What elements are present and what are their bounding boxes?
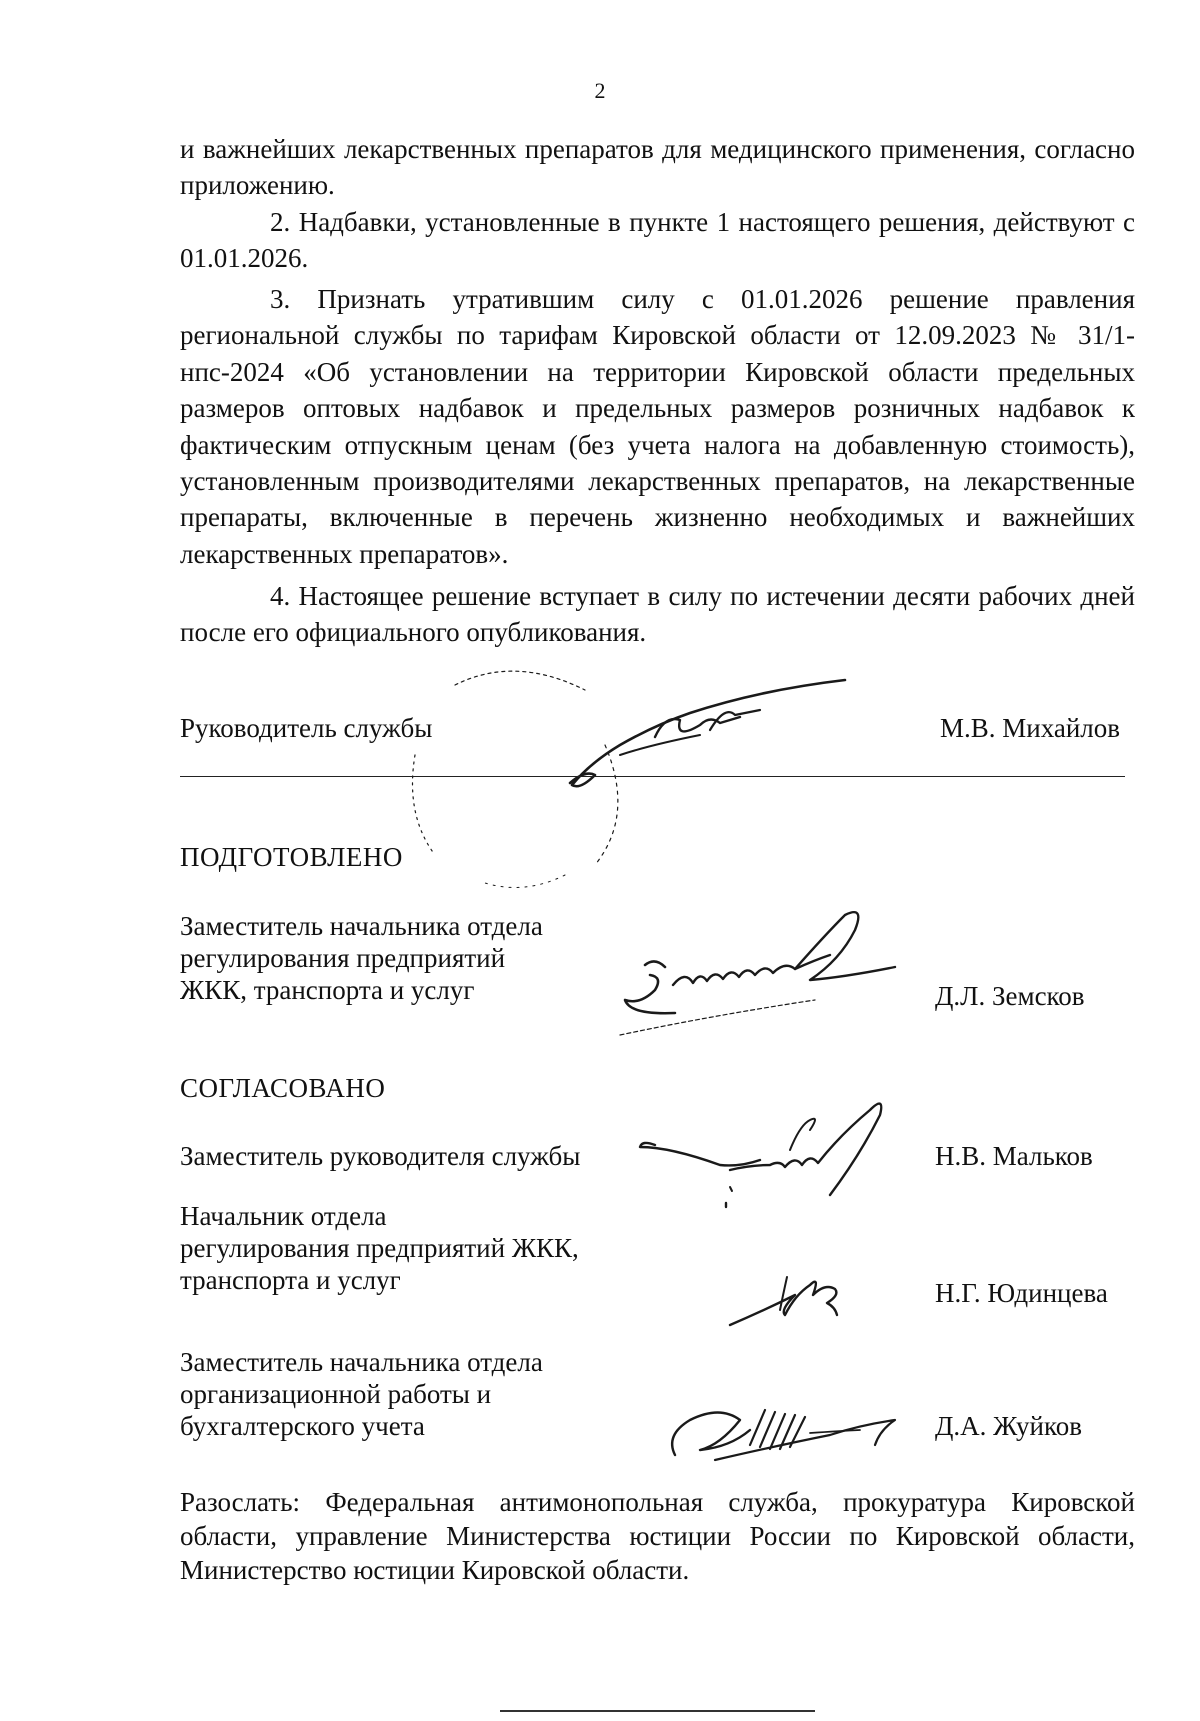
- page-number: 2: [594, 78, 606, 103]
- agreed-signer-3-position-line-2: организационной работы и: [180, 1379, 492, 1409]
- paragraph-2: [180, 204, 1135, 277]
- agreed-signer-3-position-line-1: Заместитель начальника отдела: [180, 1347, 543, 1377]
- prepared-position: [180, 910, 543, 1006]
- paragraph-4: [180, 578, 1135, 651]
- prepared-heading: ПОДГОТОВЛЕНО: [180, 842, 403, 872]
- prepared-position-line-2: регулирования предприятий: [180, 943, 506, 973]
- agreed-heading: СОГЛАСОВАНО: [180, 1073, 386, 1103]
- agreed-signer-2-position: [180, 1200, 579, 1296]
- paragraph-1-text: и важнейших лекарственных препаратов для медицинского применения, согласно приложению.: [180, 134, 1135, 201]
- signature-malkov: [630, 1095, 920, 1215]
- agreed-signer-2-name: Н.Г. Юдинцева: [935, 1278, 1108, 1308]
- agreed-signer-1-position-line-1: Заместитель руководителя службы: [180, 1141, 581, 1171]
- agreed-signer-3-position-line-3: бухгалтерского учета: [180, 1411, 425, 1441]
- distribution-list: Разослать: Федеральная антимонопольная служба, прокуратура Кировской области, управление Министерства юстиции России по Кировской области, Министерство юстиции Кировской области.: [180, 1487, 1135, 1585]
- paragraph-3: [180, 281, 1135, 572]
- agreed-signer-1-name: Н.В. Мальков: [935, 1141, 1093, 1171]
- agreed-signer-2-position-line-2: регулирования предприятий ЖКК,: [180, 1233, 579, 1263]
- paragraph-1: [180, 131, 1135, 204]
- prepared-position-line-3: ЖКК, транспорта и услуг: [180, 975, 475, 1005]
- prepared-name: Д.Л. Земсков: [935, 981, 1085, 1011]
- paragraph-2-text: 2. Надбавки, установленные в пункте 1 настоящего решения, действуют с 01.01.2026.: [180, 207, 1135, 274]
- agreed-signer-2-position-line-1: Начальник отдела: [180, 1201, 387, 1231]
- horizontal-rule: [180, 776, 1125, 777]
- paragraph-4-text: 4. Настоящее решение вступает в силу по истечении десяти рабочих дней после его официального опубликования.: [180, 581, 1135, 648]
- head-position: Руководитель службы: [180, 713, 433, 743]
- agreed-signer-1-position: [180, 1140, 580, 1172]
- paragraph-3-text: 3. Признать утратившим силу с 01.01.2026 решение правления региональной службы по тарифам Кировской области от 12.09.2023 № 31/1-нпс-2024 «Об установлении на территории Кировской области предельных размеров оптовых надбавок и предельных размеров розничных надбавок к фактическим отпускным ценам (без учета налога на добавленную стоимость), установленным производителями лекарственных препаратов, на лекарственные препараты, включенные в перечень жизненно необходимых и важнейших лекарственных препаратов».: [180, 284, 1135, 569]
- signature-zemskov: [615, 905, 905, 1045]
- prepared-position-line-1: Заместитель начальника отдела: [180, 911, 543, 941]
- signature-zhuikov: [660, 1375, 910, 1475]
- agreed-signer-3-name: Д.А. Жуйков: [935, 1411, 1082, 1441]
- agreed-signer-3-position: [180, 1346, 543, 1442]
- signature-yudintseva: [725, 1255, 855, 1335]
- agreed-signer-2-position-line-3: транспорта и услуг: [180, 1265, 401, 1295]
- signature-mikhailov: [560, 675, 860, 795]
- bottom-divider: [500, 1710, 815, 1712]
- head-name: М.В. Михайлов: [940, 713, 1121, 743]
